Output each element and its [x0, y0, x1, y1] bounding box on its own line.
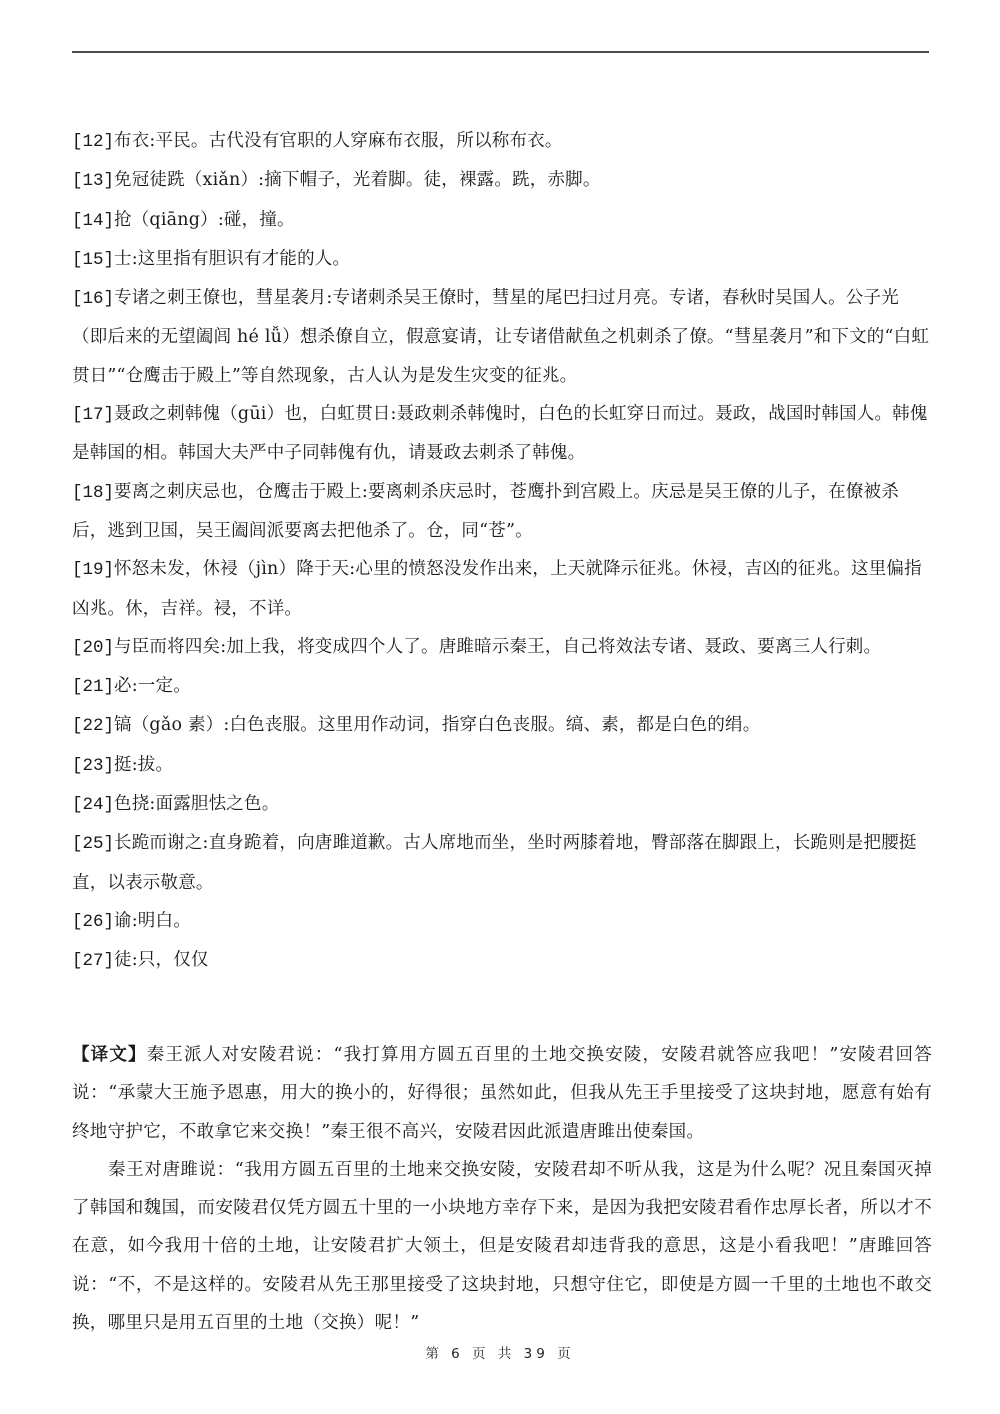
note-text: 与臣而将四矣:加上我，将变成四个人了。唐雎暗示秦王，自己将效法专诸、聂政、要离三人行刺。	[114, 636, 882, 657]
note-number: [15]	[72, 249, 115, 270]
note-text: 抢（qiāng）:碰，撞。	[114, 209, 295, 230]
note-21	[72, 667, 932, 706]
note-number: [14]	[72, 210, 115, 231]
note-text: 专诸之刺王僚也，彗星袭月:专诸刺杀吴王僚时，彗星的尾巴扫过月亮。专诸，春秋时吴国人。公子光（即后来的无望阖闾 hé lǚ）想杀僚自立，假意宴请，让专诸借献鱼之机刺杀了僚。“彗星袭月”和下文的“白虹贯日”“仓鹰击于殿上”等自然现象，古人认为是发生灾变的征兆。	[72, 288, 930, 386]
translation-paragraph-2	[72, 1151, 932, 1342]
note-number: [18]	[72, 482, 115, 503]
note-number: [22]	[72, 716, 115, 737]
note-19	[72, 550, 932, 628]
note-18	[72, 473, 932, 551]
note-13	[72, 161, 932, 200]
note-26	[72, 902, 932, 941]
header-rule	[72, 51, 929, 53]
note-23	[72, 746, 932, 785]
note-number: [27]	[72, 951, 115, 972]
note-text: 怀怒未发，休祲（jìn）降于天:心里的愤怒没发作出来，上天就降示征兆。休祲，吉凶的征兆。这里偏指凶兆。休，吉祥。祲，不详。	[72, 559, 922, 619]
note-text: 士:这里指有胆识有才能的人。	[114, 248, 351, 269]
note-17	[72, 395, 932, 473]
note-number: [25]	[72, 834, 115, 855]
note-text: 镐（gǎo 素）:白色丧服。这里用作动词，指穿白色丧服。缟、素，都是白色的绢。	[114, 715, 761, 736]
note-number: [21]	[72, 677, 115, 698]
note-text: 要离之刺庆忌也，仓鹰击于殿上:要离刺杀庆忌时，苍鹰扑到宫殿上。庆忌是吴王僚的儿子，在僚被杀后，逃到卫国，吴王阖闾派要离去把他杀了。仓，同“苍”。	[72, 481, 899, 541]
note-text: 徒:只，仅仅	[114, 950, 209, 971]
note-text: 挺:拔。	[114, 754, 174, 775]
note-number: [26]	[72, 911, 115, 932]
note-text: 谕:明白。	[114, 910, 191, 931]
page-footer	[0, 1342, 1000, 1362]
note-number: [23]	[72, 755, 115, 776]
note-number: [24]	[72, 795, 115, 816]
note-text: 聂政之刺韩傀（gūi）也，白虹贯日:聂政刺杀韩傀时，白色的长虹穿日而过。聂政，战国时韩国人。韩傀是韩国的相。韩国大夫严中子同韩傀有仇，请聂政去刺杀了韩傀。	[72, 404, 928, 464]
note-20	[72, 628, 932, 667]
note-text: 色挠:面露胆怯之色。	[114, 794, 280, 815]
note-14	[72, 201, 932, 240]
note-text: 必:一定。	[114, 676, 191, 697]
note-text: 免冠徒跣（xiǎn）:摘下帽子，光着脚。徒，裸露。跣，赤脚。	[114, 170, 601, 191]
note-number: [13]	[72, 171, 115, 192]
note-24	[72, 785, 932, 824]
note-number: [17]	[72, 405, 115, 426]
note-15	[72, 240, 932, 279]
note-22	[72, 706, 932, 745]
note-12	[72, 122, 932, 161]
note-text: 长跪而谢之:直身跪着，向唐雎道歉。古人席地而坐，坐时两膝着地，臀部落在脚跟上，长跪则是把腰挺直，以表示敬意。	[72, 833, 917, 893]
note-16	[72, 279, 932, 395]
note-text: 布衣:平民。古代没有官职的人穿麻布衣服，所以称布衣。	[114, 131, 563, 151]
annotation-list	[72, 122, 932, 981]
note-number: [16]	[72, 289, 115, 310]
page-number: 第 6 页 共 39 页	[425, 1346, 575, 1362]
translation-text-2: 秦王对唐雎说：“我用方圆五百里的土地来交换安陵，安陵君却不听从我，这是为什么呢？况且秦国灭掉了韩国和魏国，而安陵君仅凭方圆五十里的一小块地方幸存下来，是因为我把安陵君看作忠厚长者，所以才不在意，如今我用十倍的土地，让安陵君扩大领土，但是安陵君却违背我的意思，这是小看我吧！”唐雎回答说：“不，不是这样的。安陵君从先王那里接受了这块封地，只想守住它，即使是方圆一千里的土地也不敢交换，哪里只是用五百里的土地（交换）呢！”	[72, 1159, 932, 1334]
note-25	[72, 824, 932, 902]
note-27	[72, 941, 932, 980]
translation-paragraph-1	[72, 1036, 932, 1151]
translation-text-1: 秦王派人对安陵君说：“我打算用方圆五百里的土地交换安陵，安陵君就答应我吧！”安陵君回答说：“承蒙大王施予恩惠，用大的换小的，好得很；虽然如此，但我从先王手里接受了这块封地，愿意有始有终地守护它，不敢拿它来交换！”秦王很不高兴，安陵君因此派遣唐雎出使秦国。	[72, 1045, 933, 1142]
note-number: [12]	[72, 132, 115, 152]
note-number: [20]	[72, 637, 115, 658]
translation-tag: 【译文】	[72, 1045, 147, 1065]
translation-section	[72, 1036, 932, 1342]
note-number: [19]	[72, 560, 115, 581]
